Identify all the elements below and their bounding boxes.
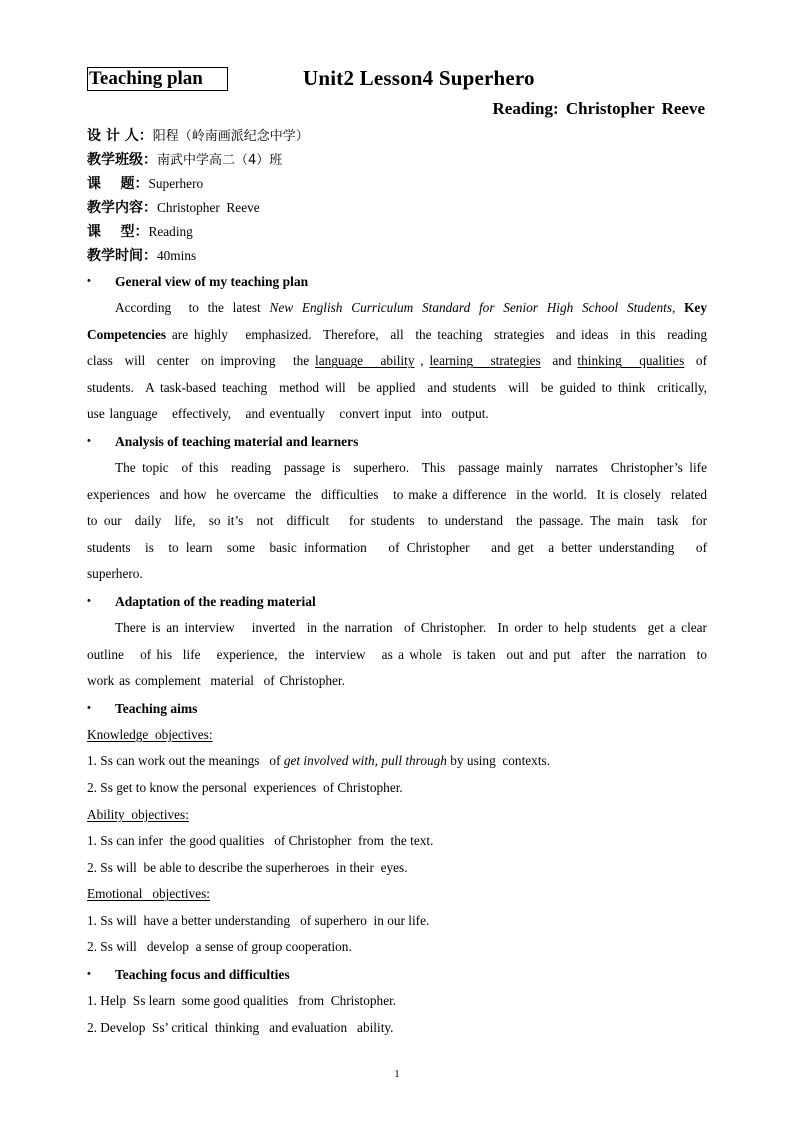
text-run: by using contexts.: [446, 753, 551, 769]
info-value: Christopher Reeve: [157, 200, 260, 215]
knowledge-objective-2: 2. Ss get to know the personal experiences of Christopher.: [87, 779, 403, 795]
info-value: Superhero: [148, 176, 204, 191]
info-value: 阳程（岭南画派纪念中学）: [152, 129, 309, 144]
text-run: ,: [672, 300, 685, 315]
info-label: 教学时间：: [87, 248, 157, 264]
focus-item-2: 2. Develop Ss’ critical thinking and evaluation ability.: [87, 1019, 394, 1035]
heading-text: General view of my teaching plan: [115, 274, 309, 289]
info-value: 南武中学高二（4）班: [157, 153, 283, 168]
section-heading-focus: [87, 961, 707, 988]
underlined-term: language ability: [315, 353, 415, 369]
info-value: 40mins: [157, 248, 197, 263]
info-label: 设 计 人：: [87, 128, 153, 144]
info-list: [87, 124, 707, 268]
emotional-objective-2: 2. Ss will develop a sense of group cooperation.: [87, 939, 352, 955]
bullet-icon: •: [87, 275, 91, 287]
knowledge-objective-1: [87, 748, 707, 775]
emotional-objectives-label: [87, 881, 707, 908]
bullet-icon: •: [87, 594, 91, 607]
text-run: and: [540, 353, 578, 369]
paragraph-adaptation: There is an interview inverted in the narration of Christopher. In order to help students get a clear outline of his life experience, the interview as a whole is taken out and put after the narration to work as complement material of Christopher.: [87, 619, 717, 689]
curriculum-title: New English Curriculum Standard for Senior High School Students: [269, 300, 673, 315]
info-label: 课 型：: [87, 224, 149, 240]
text-run: of students. A task-based teaching method will be applied and students will be guided to think critically, use language effectively, and eventually convert input into output.: [87, 353, 722, 422]
document-subtitle: Reading: Christopher Reeve: [492, 99, 705, 118]
knowledge-objectives-label: [87, 722, 707, 749]
heading-text: Teaching aims: [115, 700, 198, 716]
ability-objective-1: 1. Ss can infer the good qualities of Christopher from the text.: [87, 833, 434, 849]
info-row-type: [87, 220, 707, 244]
info-row-topic: [87, 172, 707, 196]
text-run: 1. Ss can work out the meanings of: [87, 753, 284, 769]
section-heading-adaptation: [87, 588, 707, 615]
heading-text: Adaptation of the reading material: [115, 593, 316, 609]
emotional-objective-1: 1. Ss will have a better understanding of superhero in our life.: [87, 912, 430, 928]
bullet-icon: •: [87, 434, 91, 447]
subheading-text: Knowledge objectives:: [87, 726, 213, 742]
info-row-time: [87, 244, 707, 268]
heading-text: Teaching focus and difficulties: [115, 967, 290, 983]
underlined-term: thinking qualities: [577, 353, 685, 369]
page-number: 1: [394, 1068, 400, 1080]
paragraph-general: [87, 295, 722, 428]
ability-objective-2: 2. Ss will be able to describe the superheroes in their eyes.: [87, 859, 408, 875]
teaching-plan-box: Teaching plan: [87, 67, 228, 91]
section-heading-analysis: [87, 428, 707, 455]
section-heading-general: [87, 268, 707, 295]
ability-objectives-label: [87, 802, 707, 829]
subheading-text: Emotional objectives:: [87, 886, 210, 902]
subheading-text: Ability objectives:: [87, 806, 189, 822]
info-label: 课 题：: [87, 176, 149, 192]
heading-text: Analysis of teaching material and learners: [115, 433, 359, 449]
info-row-designer: [87, 124, 707, 148]
info-label: 教学内容：: [87, 200, 157, 216]
document-page: [87, 64, 722, 1041]
focus-item-1: 1. Help Ss learn some good qualities from Christopher.: [87, 993, 397, 1009]
document-title: Unit2 Lesson4 Superhero: [303, 66, 535, 90]
info-row-class: [87, 148, 707, 172]
text-run: ,: [414, 353, 430, 369]
bullet-icon: •: [87, 701, 91, 714]
underlined-term: learning strategies: [429, 353, 541, 369]
paragraph-analysis: The topic of this reading passage is superhero. This passage mainly narrates Christopher’s life experiences and how he overcame the difficulties to make a difference in the world. It is closely related to our daily life, so it’s not difficult for students to understand the passage. The main task for students is to learn some basic information of Christopher and get a better understanding of superhero.: [87, 459, 717, 582]
bullet-icon: •: [87, 968, 91, 981]
info-label: 教学班级：: [87, 152, 157, 168]
info-row-content: [87, 196, 707, 220]
text-run: According to the latest: [115, 300, 270, 315]
section-heading-aims: [87, 695, 707, 722]
phrase-italic: get involved with, pull through: [283, 753, 447, 769]
key-competencies: Key Competencies: [87, 300, 712, 342]
text-run: are highly emphasized. Therefore, all the teaching strategies and ideas in this reading class will center on improving the: [87, 326, 717, 369]
info-value: Reading: [148, 224, 193, 239]
header: [87, 64, 707, 96]
